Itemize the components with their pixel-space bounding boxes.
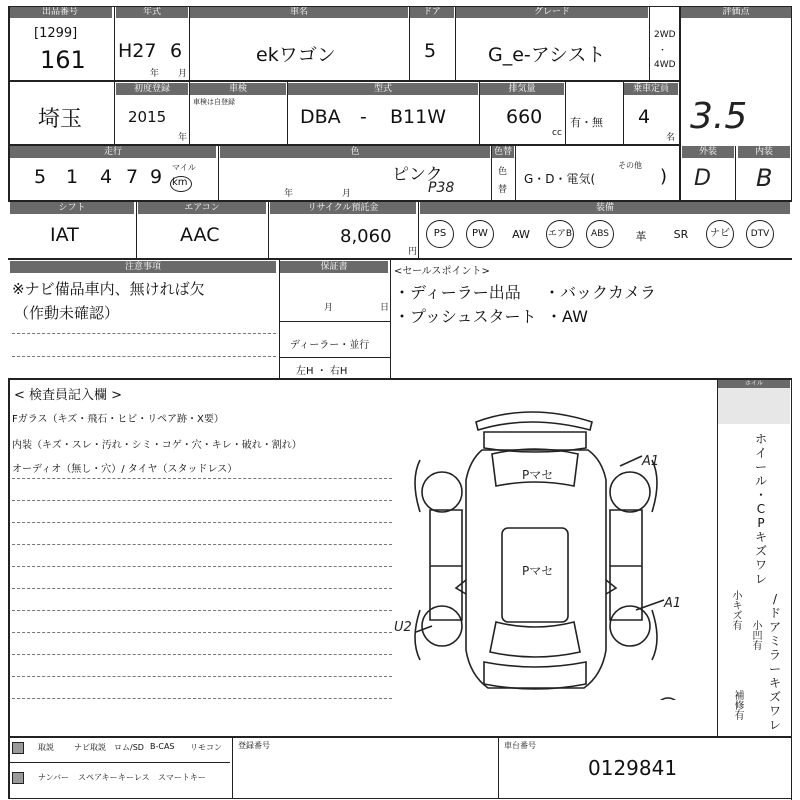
inspector-dash-line xyxy=(12,676,392,677)
equipment-item: ABS xyxy=(586,220,614,248)
header-color: 色 xyxy=(220,146,490,158)
car-name: ekワゴン xyxy=(256,44,336,66)
side-vertical-char: P xyxy=(757,516,765,530)
sales-point-header: <セールスポイント> xyxy=(394,266,490,277)
mileage-digit-1: 5 xyxy=(34,166,47,188)
warranty-hand: 左H ・ 右H xyxy=(296,366,348,377)
equipment-item: PS xyxy=(426,220,454,248)
header-year: 年式 xyxy=(116,6,188,18)
bottom-label: ナビ取説 xyxy=(74,743,106,752)
header-equipment: 装備 xyxy=(420,202,790,214)
color-change-b: 替 xyxy=(498,185,508,195)
side-vertical-char: ミ xyxy=(768,634,781,648)
header-exterior: 外装 xyxy=(682,146,734,158)
equipment-item: 革 xyxy=(635,230,647,243)
displacement-value: 660 xyxy=(506,106,543,128)
wd-dot: ・ xyxy=(658,46,668,56)
doors-value: 5 xyxy=(424,40,437,62)
sales-point-1: ・ディーラー出品 xyxy=(394,283,521,302)
header-inspection: 車検 xyxy=(190,83,286,95)
header-recycle: リサイクル預託金 xyxy=(270,202,416,214)
inspector-dash-line xyxy=(12,522,392,523)
region-value: 埼玉 xyxy=(38,107,83,132)
side-vertical-char: ー xyxy=(754,460,767,474)
capacity-unit: 名 xyxy=(666,133,676,143)
header-capacity: 乗車定員 xyxy=(624,83,678,95)
note-a1-right: A1 xyxy=(664,596,682,611)
inspector-dash-line xyxy=(12,544,392,545)
year-nen: 年 xyxy=(150,69,160,79)
header-model: 型式 xyxy=(288,83,478,95)
warranty-dealer: ディーラー・並行 xyxy=(290,340,370,351)
mileage-digit-2: 1 xyxy=(66,166,79,188)
inspect-tsuki: 月 xyxy=(342,189,352,199)
inspector-dash-line xyxy=(12,698,392,699)
note-line-2: （作動未確認） xyxy=(14,304,120,322)
car-diagram xyxy=(380,400,700,700)
bottom-checkbox[interactable] xyxy=(12,742,24,754)
inspector-dash-line xyxy=(12,654,392,655)
grade-value: G_e-アシスト xyxy=(488,44,606,66)
bottom-label: キーレス xyxy=(118,773,150,782)
year-era: H27 xyxy=(118,40,157,62)
side-vertical-char: ド xyxy=(768,606,781,620)
inspector-line-2: 内装（キズ・スレ・汚れ・シミ・コゲ・穴・キレ・破れ・割れ） xyxy=(12,440,302,451)
bottom-label: B-CAS xyxy=(150,742,175,751)
side-vertical-char: レ xyxy=(754,572,767,586)
side-vertical-char: ー xyxy=(768,662,781,676)
sales-point-2: ・バックカメラ xyxy=(544,283,657,302)
fuel-close: ) xyxy=(660,166,668,187)
transmission-value: IAT xyxy=(50,224,79,246)
capacity-value: 4 xyxy=(638,106,651,128)
header-car-name: 車名 xyxy=(190,6,408,18)
color-change-a: 色 xyxy=(498,167,508,177)
side-vertical-char: ル xyxy=(754,474,767,488)
side-vertical-char: キ xyxy=(754,530,767,544)
equipment-item: DTV xyxy=(746,220,774,248)
side-vertical-char: ズ xyxy=(768,690,781,704)
wd-2wd: 2WD xyxy=(654,30,676,40)
year-tsuki: 月 xyxy=(178,69,188,79)
header-interior: 内装 xyxy=(738,146,790,158)
lot-bracket: [1299] xyxy=(34,26,78,41)
model-prefix: DBA xyxy=(300,106,341,128)
bottom-label: スマートキー xyxy=(158,773,206,782)
score-handwritten: 3.5 xyxy=(690,96,748,137)
header-first-reg: 初度登録 xyxy=(116,83,188,95)
color-value: ピンク xyxy=(392,165,443,185)
equipment-item: エアB xyxy=(546,220,574,248)
side-vertical-char: / xyxy=(772,592,778,606)
note-pmase-top: Pマセ xyxy=(522,468,554,482)
lot-number: 161 xyxy=(40,46,86,74)
inspector-dash-line xyxy=(12,478,392,479)
bottom-checkbox[interactable] xyxy=(12,772,24,784)
side-vertical-char: ワ xyxy=(768,704,781,718)
sales-point-4: ・AW xyxy=(546,307,588,326)
inspector-dash-line xyxy=(12,566,392,567)
side-vertical-char: ワ xyxy=(754,558,767,572)
interior-handwritten: B xyxy=(756,164,773,192)
equipment-item: ナビ xyxy=(706,220,734,248)
aircon-value: AAC xyxy=(180,224,220,246)
side-vertical-char: イ xyxy=(754,446,767,460)
side-extra-3: 補修有 xyxy=(732,690,743,720)
side-vertical-char: ・ xyxy=(754,488,767,502)
inspector-line-1: Fガラス（キズ・飛石・ヒビ・リペア跡・X要） xyxy=(12,414,224,425)
side-vertical-char: ラ xyxy=(768,648,781,662)
note-line-1: ※ナビ備品車内、無ければ欠 xyxy=(12,280,205,298)
side-gray-box xyxy=(718,384,790,424)
side-vertical-char: ホ xyxy=(754,432,767,446)
mileage-digit-5: 9 xyxy=(150,166,163,188)
bottom-label: ナンバー xyxy=(38,773,70,782)
model-sep: - xyxy=(360,106,367,128)
bottom-label: 取説 xyxy=(38,743,54,752)
warranty-tsuki: 月 xyxy=(324,303,334,313)
header-score: 評価点 xyxy=(680,6,792,18)
first-reg-nen: 年 xyxy=(178,133,188,143)
inspector-dash-line xyxy=(12,588,392,589)
side-extra-1: 小キズ有 xyxy=(730,590,741,630)
inspect-nen: 年 xyxy=(284,189,294,199)
year-month: 6 xyxy=(170,40,183,62)
note-u2: U2 xyxy=(394,620,412,635)
model-code: B11W xyxy=(390,106,446,128)
side-vertical-char: キ xyxy=(768,676,781,690)
equipment-item: AW xyxy=(512,228,530,241)
header-lot: 出品番号 xyxy=(8,6,112,18)
mileage-unit-top: マイル xyxy=(172,163,196,172)
side-extra-2: 小凹有 xyxy=(750,620,761,650)
side-vertical-char: C xyxy=(756,502,766,516)
inspector-dash-line xyxy=(12,632,392,633)
inspector-dash-line xyxy=(12,500,392,501)
side-vertical-char: レ xyxy=(768,718,781,732)
side-vertical-char: ズ xyxy=(754,544,767,558)
note-pmase-mid: Pマセ xyxy=(522,564,554,578)
header-doors: ドア xyxy=(410,6,454,18)
inspector-line-3: オーディオ（無し・穴）/ タイヤ（スタッドレス） xyxy=(12,464,238,475)
fuel-options: G・D・電気( xyxy=(524,172,596,186)
mileage-digit-3: 4 xyxy=(100,166,113,188)
header-grade: グレード xyxy=(456,6,648,18)
warranty-nichi: 日 xyxy=(380,303,390,313)
inspection-small: 車検は自登録 xyxy=(193,98,235,106)
bottom-label: ロム/SD xyxy=(114,743,144,752)
fuel-other: その他 xyxy=(618,161,642,170)
header-cc: 排気量 xyxy=(480,83,564,95)
inspector-dash-line xyxy=(12,610,392,611)
mileage-unit: km xyxy=(172,177,188,188)
side-vertical-char: ア xyxy=(768,620,781,634)
bottom-id-label: 車台番号 xyxy=(504,741,536,750)
cc-unit: cc xyxy=(552,128,562,138)
wd-4wd: 4WD xyxy=(654,60,676,70)
bottom-reg-label: 登録番号 xyxy=(238,741,270,750)
header-tire: ホイル xyxy=(718,380,790,388)
header-aircon: エアコン xyxy=(138,202,266,214)
header-color-change: 色替 xyxy=(493,147,512,157)
note-a1-top: A1 xyxy=(642,454,660,469)
mileage-digit-4: 7 xyxy=(126,166,139,188)
inspector-header: < 検査員記入欄 > xyxy=(14,388,123,403)
turbo-value: 有・無 xyxy=(570,116,603,129)
equipment-item: PW xyxy=(466,220,494,248)
exterior-handwritten: D xyxy=(694,166,711,191)
bottom-label: スペアキー xyxy=(78,773,118,782)
recycle-value: 8,060 xyxy=(340,226,392,247)
chassis-number: 0129841 xyxy=(588,756,678,780)
recycle-unit: 円 xyxy=(408,247,418,257)
header-mileage: 走行 xyxy=(10,146,216,158)
header-transmission: シフト xyxy=(10,202,134,214)
equipment-item: SR xyxy=(673,228,689,241)
sales-point-3: ・プッシュスタート xyxy=(394,307,537,326)
header-notes: 注意事項 xyxy=(10,261,276,273)
header-warranty: 保証書 xyxy=(280,261,388,273)
bottom-label: リモコン xyxy=(190,743,222,752)
first-reg-western: 2015 xyxy=(128,108,167,126)
color-code-handwritten: P38 xyxy=(428,180,455,196)
